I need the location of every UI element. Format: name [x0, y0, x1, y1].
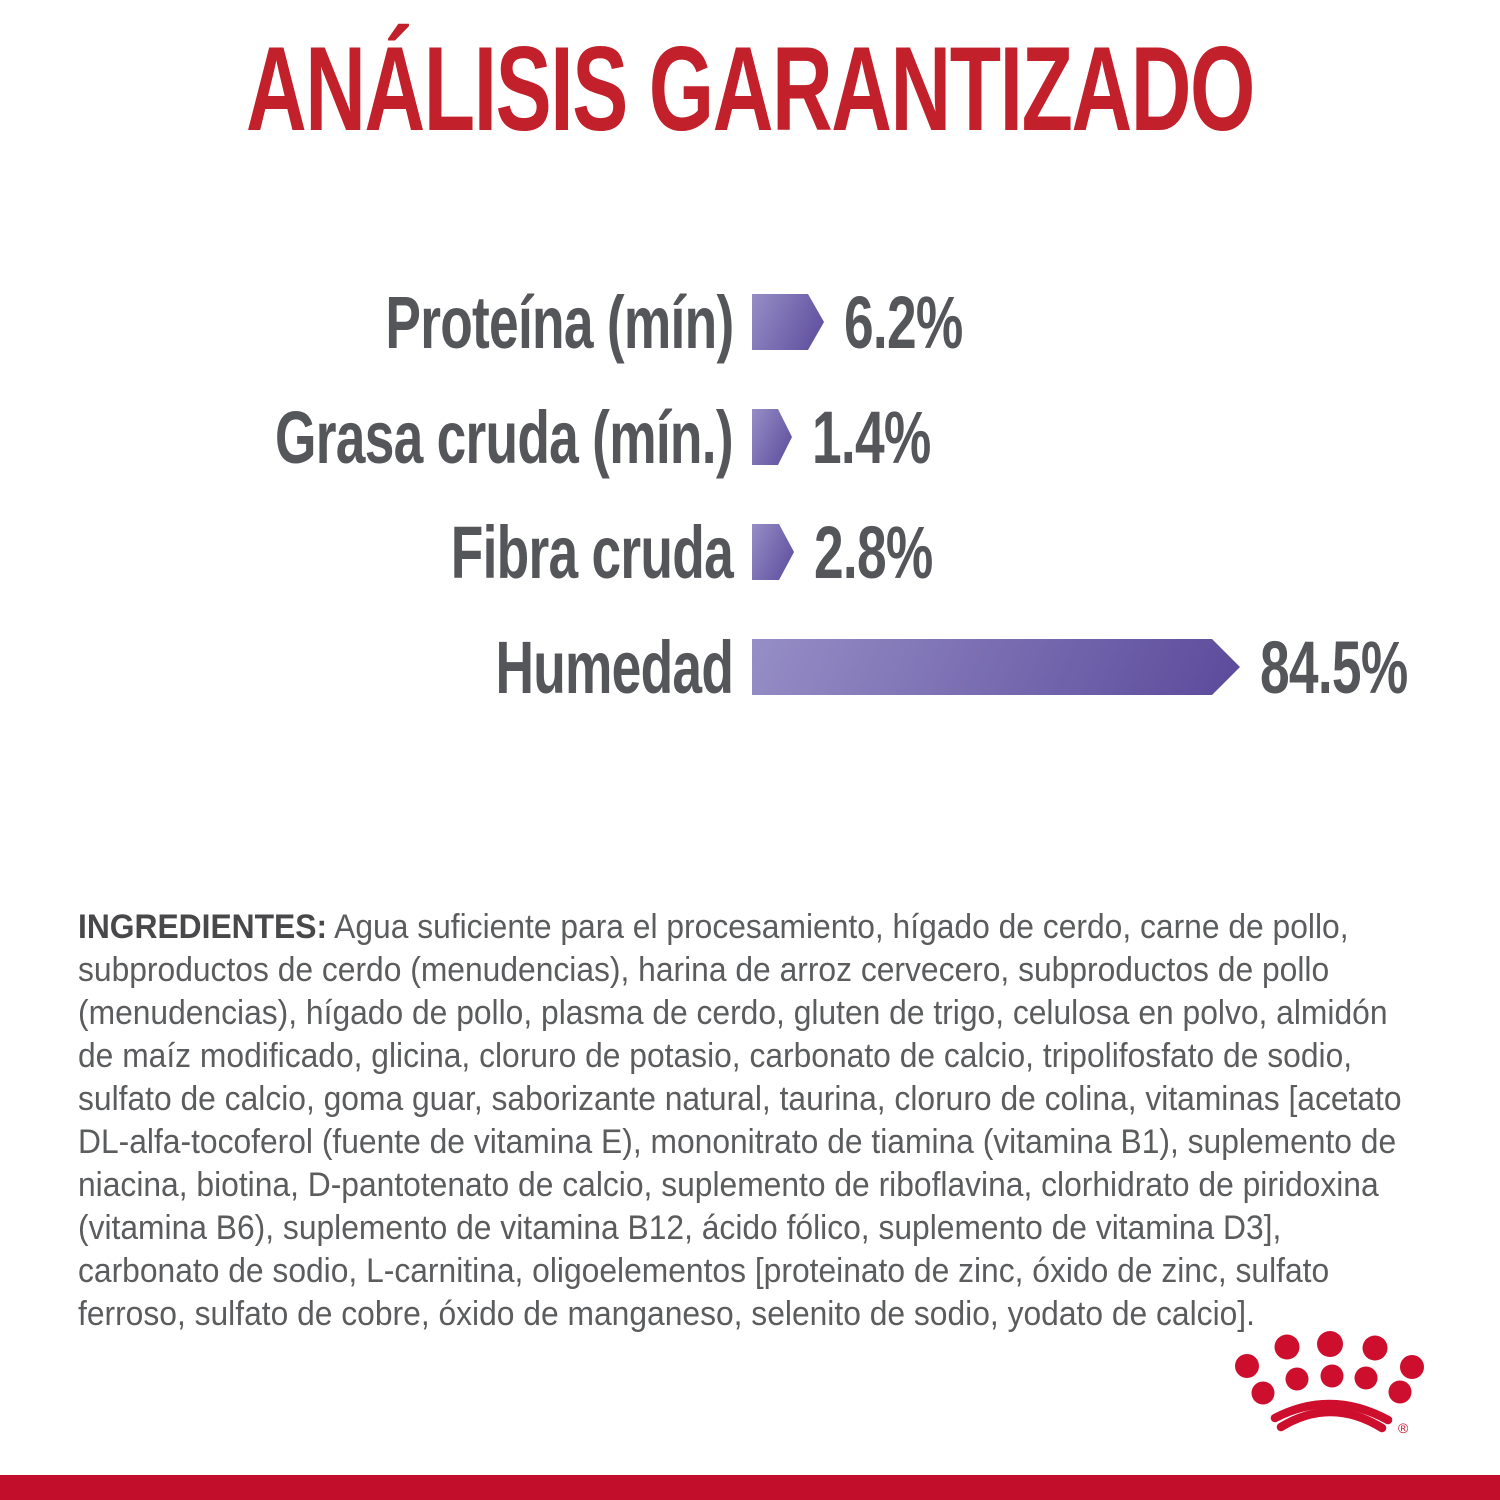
row-label: Grasa cruda (mín.)	[275, 395, 733, 479]
ingredients-paragraph	[78, 906, 1423, 1336]
row-value: 1.4%	[812, 395, 931, 479]
value-bar-arrow	[752, 409, 792, 465]
chart-row	[0, 510, 1500, 594]
crown-arcs	[1275, 1404, 1388, 1428]
chart-row	[0, 395, 1500, 479]
row-label: Fibra cruda	[450, 510, 733, 594]
registered-mark: ®	[1398, 1420, 1409, 1436]
ingredients-heading: INGREDIENTES:	[78, 908, 328, 946]
chart-row	[0, 280, 1500, 364]
page-title: ANÁLISIS GARANTIZADO	[246, 22, 1254, 156]
crown-dots	[1235, 1331, 1424, 1405]
ingredients-text: Agua suficiente para el procesamiento, hígado de cerdo, carne de pollo, subproductos de cerdo (menudencias), harina de arroz cervecero, subproductos de pollo (menudencias), hígado de pollo, plasma de cerdo, gluten de trigo, celulosa en polvo, almidón de maíz modificado, glicina, cloruro de potasio, carbonato de calcio, tripolifosfato de sodio, sulfato de calcio, goma guar, saborizante natural, taurina, cloruro de colina, vitaminas [acetato DL-alfa-tocoferol (fuente de vitamina E), mononitrato de tiamina (vitamina B1), suplemento de niacina, biotina, D-pantotenato de calcio, suplemento de riboflavina, clorhidrato de piridoxina (vitamina B6), suplemento de vitamina B12, ácido fólico, suplemento de vitamina D3], carbonato de sodio, L-carnitina, oligoelementos [proteinato de zinc, óxido de zinc, sulfato ferroso, sulfato de cobre, óxido de manganeso, selenito de sodio, yodato de calcio].	[78, 908, 1402, 1333]
row-value: 2.8%	[814, 510, 933, 594]
value-bar-arrow	[752, 639, 1240, 695]
royal-canin-crown-logo	[1228, 1323, 1438, 1463]
chart-row	[0, 625, 1500, 709]
footer-stripe	[0, 1475, 1500, 1500]
row-label: Proteína (mín)	[384, 280, 733, 364]
value-bar-arrow	[752, 524, 794, 580]
row-value: 6.2%	[844, 280, 963, 364]
ingredients-section	[78, 906, 1500, 1336]
value-bar-arrow	[752, 294, 824, 350]
row-label: Humedad	[495, 625, 733, 709]
row-value: 84.5%	[1260, 625, 1408, 709]
analysis-rows	[0, 280, 1500, 754]
